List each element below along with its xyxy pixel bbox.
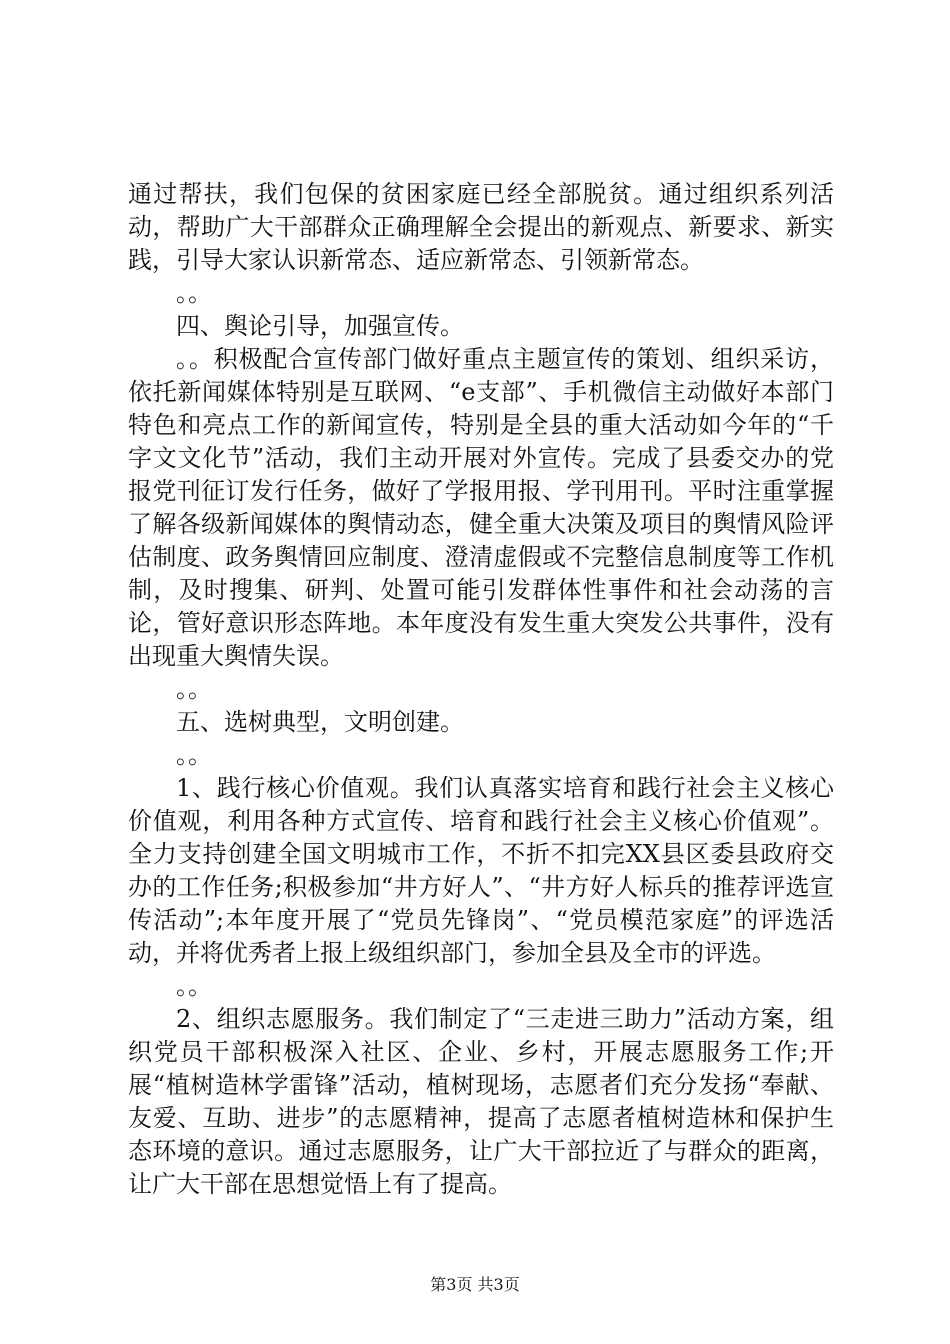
- section-heading-5: 五、选树典型，文明创建。: [176, 708, 464, 736]
- page-number-footer: 第3页 共3页: [430, 1275, 520, 1294]
- paragraph-continued: 通过帮扶，我们包保的贫困家庭已经全部脱贫。通过组织系列活动，帮助广大干部群众正确理解全会提出的新观点、新要求、新实践，引导大家认识新常态、适应新常态、引领新常态。: [128, 180, 834, 274]
- paragraph-marks: 。。: [176, 972, 212, 1000]
- paragraph-volunteer-service: 2、组织志愿服务。我们制定了“三走进三助力”活动方案，组织党员干部积极深入社区、企业、乡村，开展志愿服务工作;开展“植树造林学雷锋”活动，植树现场，志愿者们充分发扬“奉献、友爱、互助、进步”的志愿精神，提高了志愿者植树造林和保护生态环境的意识。通过志愿服务，让广大干部拉近了与群众的距离，让广大干部在思想觉悟上有了提高。: [128, 1005, 834, 1198]
- paragraph-core-values: 1、践行核心价值观。我们认真落实培育和践行社会主义核心价值观，利用各种方式宣传、培育和践行社会主义核心价值观”。全力支持创建全国文明城市工作，不折不扣完XX县区委县政府交办的工作任务;积极参加“井方好人”、“井方好人标兵的推荐评选宣传活动”;本年度开展了“党员先锋岗”、“党员模范家庭”的评选活动，并将优秀者上报上级组织部门，参加全县及全市的评选。: [128, 774, 834, 967]
- section-heading-4: 四、舆论引导，加强宣传。: [176, 312, 464, 340]
- paragraph-marks: 。。: [176, 675, 212, 703]
- paragraph-marks: 。。: [176, 741, 212, 769]
- paragraph-marks: 。。: [176, 279, 212, 307]
- document-body: [128, 178, 834, 1201]
- paragraph-publicity: 。。积极配合宣传部门做好重点主题宣传的策划、组织采访，依托新闻媒体特别是互联网、“e支部”、手机微信主动做好本部门特色和亮点工作的新闻宣传，特别是全县的重大活动如今年的“千字文文化节”活动，我们主动开展对外宣传。完成了县委交办的党报党刊征订发行任务，做好了学报用报、学刊用刊。平时注重掌握了解各级新闻媒体的舆情动态，健全重大决策及项目的舆情风险评估制度、政务舆情回应制度、澄清虚假或不完整信息制度等工作机制，及时搜集、研判、处置可能引发群体性事件和社会动荡的言论，管好意识形态阵地。本年度没有发生重大突发公共事件，没有出现重大舆情失误。: [128, 345, 834, 670]
